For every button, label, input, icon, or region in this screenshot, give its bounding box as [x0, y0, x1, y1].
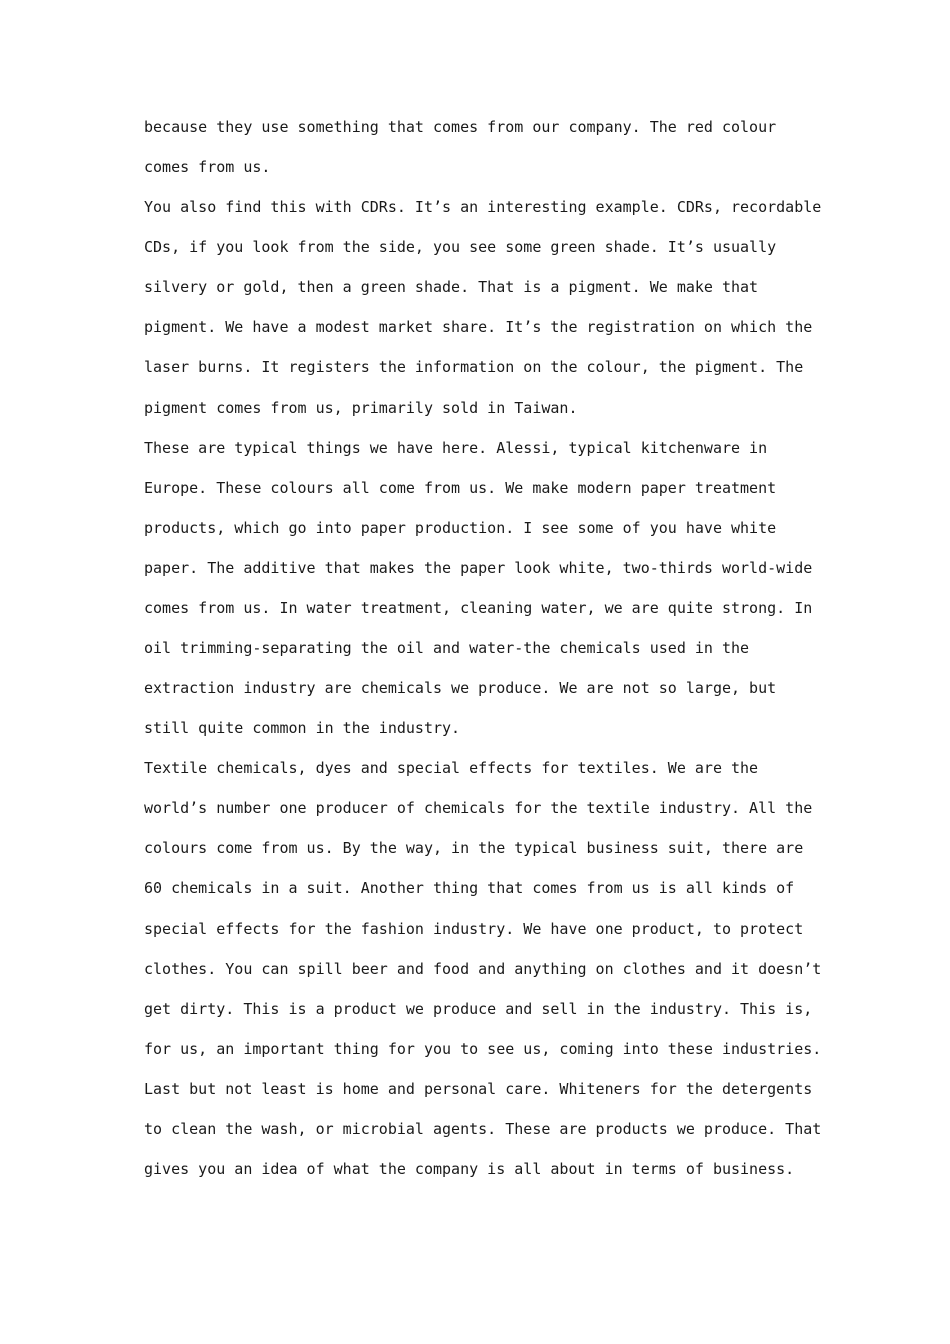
text-line: gives you an idea of what the company is all about in terms of business. [144, 1160, 795, 1179]
paragraph-red-colour [144, 107, 814, 187]
text-line: to clean the wash, or microbial agents. These are products we produce. That [144, 1119, 822, 1138]
paragraph-kitchenware-paper [144, 428, 814, 749]
text-line: You also find this with CDRs. It’s an interesting example. CDRs, recordable [144, 198, 822, 217]
paragraph-textile-chemicals [144, 748, 822, 1069]
text-line: comes from us. [144, 158, 271, 177]
text-line: colours come from us. By the way, in the typical business suit, there are [144, 839, 804, 858]
text-line: comes from us. In water treatment, cleaning water, we are quite strong. In [144, 598, 813, 617]
text-line: clothes. You can spill beer and food and anything on clothes and it doesn’t [144, 959, 822, 978]
text-line: Textile chemicals, dyes and special effects for textiles. We are the [144, 759, 759, 778]
text-line: laser burns. It registers the information on the colour, the pigment. The [144, 358, 804, 377]
text-line: silvery or gold, then a green shade. That is a pigment. We make that [144, 278, 759, 297]
text-line: pigment. We have a modest market share. It’s the registration on which the [144, 318, 813, 337]
text-line: get dirty. This is a product we produce and sell in the industry. This is, [144, 999, 813, 1018]
text-line: still quite common in the industry. [144, 719, 461, 738]
text-line: special effects for the fashion industry. We have one product, to protect [144, 919, 804, 938]
paragraph-home-personal-care [144, 1069, 822, 1189]
paragraph-cdrs [144, 187, 822, 427]
text-line: Last but not least is home and personal care. Whiteners for the detergents [144, 1079, 813, 1098]
text-line: Europe. These colours all come from us. We make modern paper treatment [144, 478, 777, 497]
text-line: world’s number one producer of chemicals for the textile industry. All the [144, 799, 813, 818]
text-line: products, which go into paper production. I see some of you have white [144, 518, 777, 537]
text-line: These are typical things we have here. Alessi, typical kitchenware in [144, 438, 768, 457]
text-line: paper. The additive that makes the paper look white, two-thirds world-wide [144, 558, 813, 577]
text-line: extraction industry are chemicals we produce. We are not so large, but [144, 679, 777, 698]
text-line: pigment comes from us, primarily sold in Taiwan. [144, 398, 578, 417]
text-line: for us, an important thing for you to see us, coming into these industries. [144, 1039, 822, 1058]
text-line: 60 chemicals in a suit. Another thing that comes from us is all kinds of [144, 879, 795, 898]
body-text [144, 107, 822, 1189]
text-line: because they use something that comes from our company. The red colour [144, 118, 777, 136]
text-line: CDs, if you look from the side, you see some green shade. It’s usually [144, 238, 777, 257]
text-line: oil trimming-separating the oil and water-the chemicals used in the [144, 639, 750, 658]
